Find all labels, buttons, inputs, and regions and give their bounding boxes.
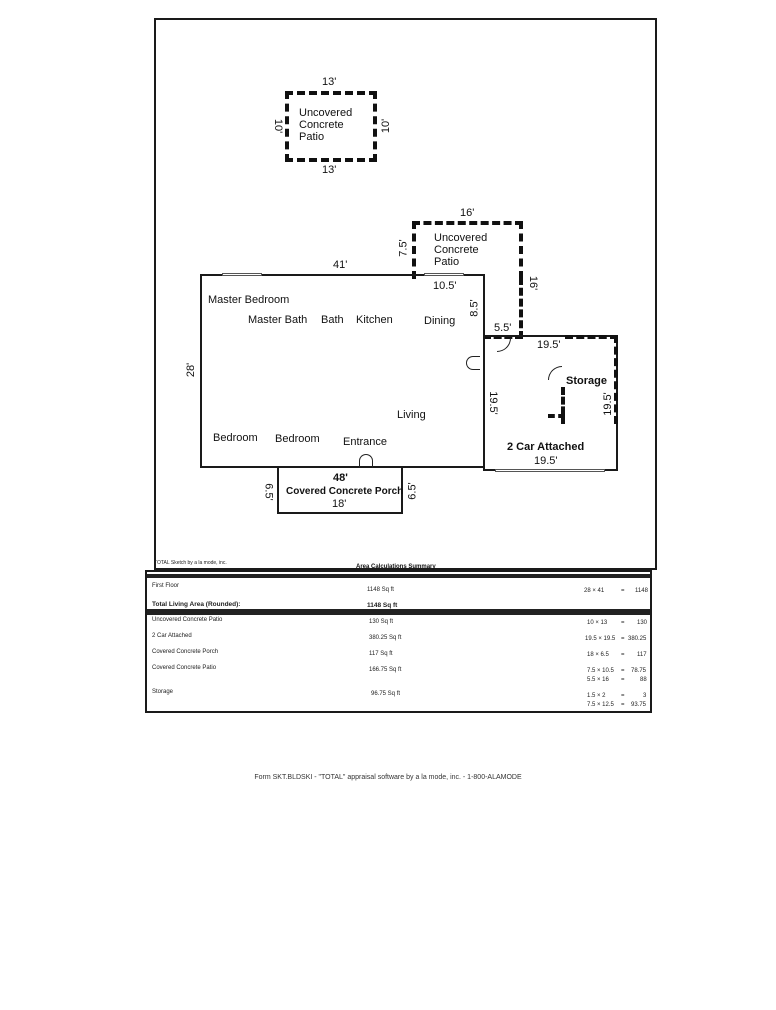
patio-right-label-3: Patio — [434, 256, 460, 268]
dim-patio-right-left: 7.5' — [397, 239, 410, 257]
row-name: Uncovered Concrete Patio — [152, 617, 223, 623]
row-result-2: 93.75 — [631, 702, 647, 708]
area-summary-table — [145, 570, 652, 713]
door-living-icon — [466, 356, 480, 370]
room-bath: Bath — [321, 314, 344, 326]
first-floor-eq: = — [621, 588, 625, 594]
dim-patio-right-bottom: 10.5' — [433, 280, 457, 292]
row-area: 117 Sq ft — [369, 651, 393, 657]
row-eq: = — [621, 636, 625, 642]
dim-garage-bottom: 19.5' — [534, 455, 558, 467]
dim-porch-right: 6.5' — [406, 482, 419, 500]
row-result: 78.75 — [631, 668, 647, 674]
dim-storage-top: 19.5' — [537, 339, 561, 351]
row-area: 166.75 Sq ft — [369, 667, 402, 673]
row-name: 2 Car Attached — [152, 633, 192, 639]
first-floor-area: 1148 Sq ft — [367, 587, 394, 593]
window-garage — [495, 469, 605, 472]
row-result: 380.25 — [628, 636, 647, 642]
total-living-value: 1148 Sq ft — [367, 602, 398, 609]
patio-top-label-1: Uncovered — [299, 107, 353, 119]
row-result: 130 — [637, 620, 648, 626]
row-eq: = — [621, 620, 625, 626]
row-area: 130 Sq ft — [369, 619, 394, 625]
dim-house-left: 28' — [185, 362, 198, 378]
row-result: 117 — [637, 652, 647, 658]
room-bedroom-1: Bedroom — [213, 432, 258, 444]
room-master-bedroom: Master Bedroom — [208, 294, 290, 306]
dim-house-top: 41' — [333, 259, 348, 271]
room-porch: Covered Concrete Porch — [286, 486, 404, 497]
row-result-2: 88 — [640, 677, 647, 683]
dim-garage-left: 19.5' — [486, 391, 499, 415]
first-floor-calc: 28 × 41 — [584, 588, 605, 594]
dim-storage-right: 19.5' — [601, 392, 614, 416]
row-calc: 18 × 6.5 — [587, 652, 609, 658]
patio-top-label-2: Concrete — [299, 119, 344, 131]
room-bedroom-2: Bedroom — [275, 433, 320, 445]
row-name: Storage — [152, 689, 174, 695]
dim-porch-top: 48' — [333, 472, 348, 484]
first-floor-result: 1148 — [635, 588, 648, 594]
room-master-bath: Master Bath — [248, 314, 308, 326]
storage-divider — [561, 387, 565, 424]
patio-top-label-3: Patio — [299, 131, 325, 143]
software-note: TOTAL Sketch by a la mode, inc. — [154, 560, 227, 566]
patio-right-label-1: Uncovered — [434, 232, 488, 244]
row-calc: 1.5 × 2 — [587, 693, 606, 699]
room-storage: Storage — [566, 375, 607, 387]
first-floor-label: First Floor — [152, 583, 179, 589]
row-area: 96.75 Sq ft — [371, 691, 401, 697]
table-mid-rule — [147, 609, 650, 615]
total-living-label: Total Living Area (Rounded): — [152, 601, 241, 608]
row-eq-2: = — [621, 677, 625, 683]
dim-patio-top-right: 10' — [380, 118, 393, 134]
row-eq: = — [621, 693, 625, 699]
summary-title: Area Calculations Summary — [356, 564, 436, 570]
dim-porch-left: 6.5' — [262, 483, 275, 501]
row-eq: = — [621, 668, 625, 674]
row-calc: 10 × 13 — [587, 620, 608, 626]
row-name: Covered Concrete Porch — [152, 649, 219, 655]
dim-patio-top-top: 13' — [322, 76, 337, 88]
door-entrance-icon — [359, 454, 373, 468]
row-eq: = — [621, 652, 625, 658]
room-entrance: Entrance — [343, 436, 388, 448]
row-eq-2: = — [621, 702, 625, 708]
room-kitchen: Kitchen — [356, 314, 393, 326]
row-result: 3 — [643, 693, 647, 699]
storage-step — [548, 414, 565, 418]
dim-patio-right-top: 16' — [460, 207, 475, 219]
dim-house-notch: 8.5' — [468, 299, 481, 317]
row-name: Covered Concrete Patio — [152, 665, 217, 671]
row-calc: 7.5 × 10.5 — [587, 668, 614, 674]
window-top-left — [222, 273, 262, 276]
room-living: Living — [397, 409, 426, 421]
row-area: 380.25 Sq ft — [369, 635, 402, 641]
dim-patio-top-left: 10' — [272, 118, 285, 134]
dim-patio-top-bottom: 13' — [322, 164, 337, 176]
patio-right-label-2: Concrete — [434, 244, 479, 256]
dim-patio-right-right: 16' — [527, 275, 540, 291]
dim-porch-bottom: 18' — [332, 498, 347, 510]
dim-garage-offset: 5.5' — [494, 322, 512, 334]
form-footer: Form SKT.BLDSKI - "TOTAL" appraisal software by a la mode, inc. - 1-800-ALAMODE — [254, 774, 522, 781]
row-calc-2: 5.5 × 16 — [587, 677, 609, 683]
room-garage: 2 Car Attached — [507, 441, 585, 453]
room-dining: Dining — [424, 315, 456, 327]
row-calc-2: 7.5 × 12.5 — [587, 702, 614, 708]
row-calc: 19.5 × 19.5 — [585, 636, 616, 642]
table-top-rule — [147, 574, 650, 578]
window-top-right — [424, 273, 464, 276]
